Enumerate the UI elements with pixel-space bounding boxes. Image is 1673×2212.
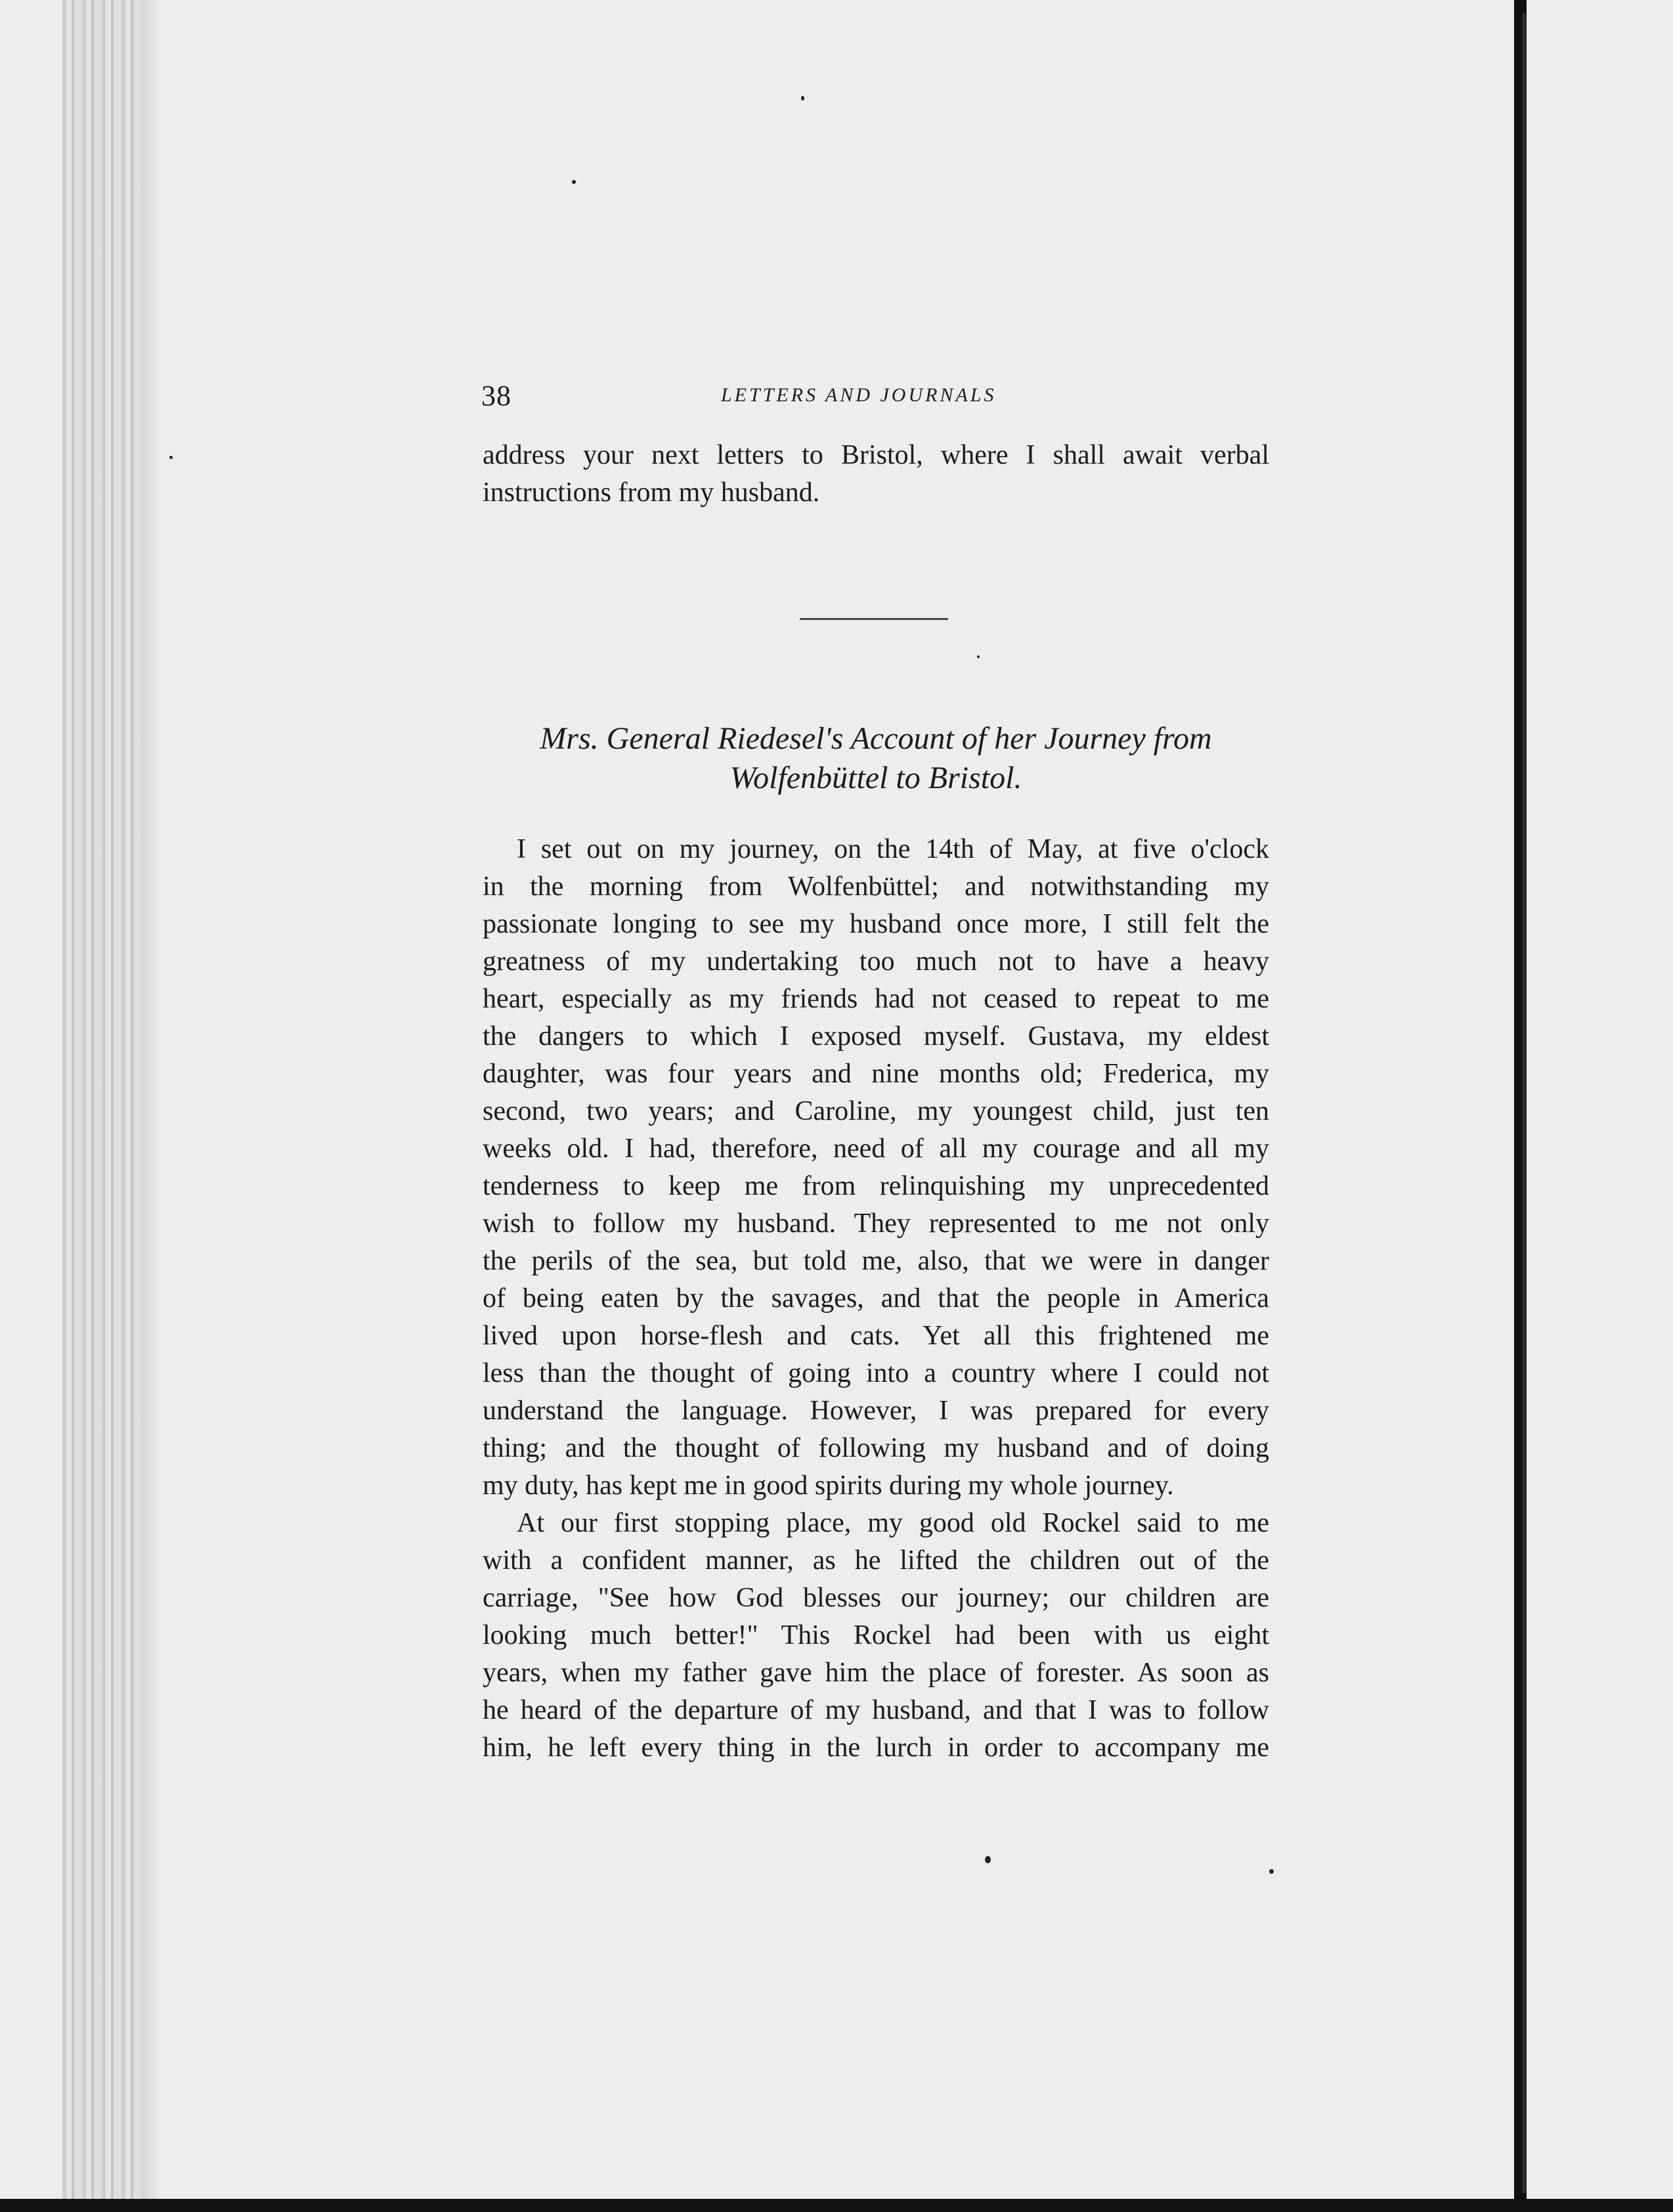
bottom-page-edge — [0, 2199, 1673, 2212]
text-line: passionate longing to see my husband once more, I still felt the — [483, 909, 1269, 939]
page-number: 38 — [481, 380, 511, 412]
text-line: the perils of the sea, but told me, also, that we were in danger — [483, 1246, 1269, 1276]
text-line: instructions from my husband. — [483, 477, 820, 508]
running-head: LETTERS AND JOURNALS — [721, 384, 997, 406]
body-text — [483, 831, 1269, 1767]
scan-speck — [985, 1856, 991, 1863]
section-title-line: Wolfenbüttel to Bristol. — [729, 761, 1022, 795]
scan-speck — [1269, 1869, 1274, 1874]
section-divider — [800, 618, 948, 620]
text-line: the dangers to which I exposed myself. Gustava, my eldest — [483, 1021, 1269, 1051]
section-title-line: Mrs. General Riedesel's Account of her Journey from — [540, 721, 1212, 756]
text-line: of being eaten by the savages, and that the people in America — [483, 1283, 1269, 1314]
text-line: tenderness to keep me from relinquishing my unprecedented — [483, 1171, 1269, 1201]
scan-speck — [572, 180, 576, 184]
text-line: heart, especially as my friends had not ceased to repeat to me — [483, 984, 1269, 1014]
text-line: he heard of the departure of my husband, and that I was to follow — [483, 1695, 1269, 1725]
binding-shadow — [141, 0, 161, 2212]
facing-page-strip — [1527, 0, 1673, 2212]
text-line: my duty, has kept me in good spirits during my whole journey. — [483, 1471, 1174, 1501]
right-edge-rule — [1522, 13, 1526, 2194]
text-line: greatness of my undertaking too much not to have a heavy — [483, 946, 1269, 977]
scan-speck — [169, 456, 173, 459]
text-line: thing; and the thought of following my husband and of doing — [483, 1433, 1269, 1463]
text-line: less than the thought of going into a country where I could not — [483, 1358, 1269, 1388]
text-line: lived upon horse-flesh and cats. Yet all this frightened me — [483, 1321, 1269, 1351]
scan-speck — [977, 655, 980, 658]
text-line: I set out on my journey, on the 14th of May, at five o'clock — [517, 834, 1269, 864]
text-line: wish to follow my husband. They represented to me not only — [483, 1208, 1269, 1239]
scan-speck — [801, 96, 804, 100]
text-line: understand the language. However, I was prepared for every — [483, 1396, 1269, 1426]
page-binding-edge — [62, 0, 144, 2212]
text-line: him, he left every thing in the lurch in order to accompany me — [483, 1733, 1269, 1763]
text-line: second, two years; and Caroline, my youngest child, just ten — [483, 1096, 1269, 1126]
text-line: daughter, was four years and nine months old; Frederica, my — [483, 1059, 1269, 1089]
text-line: weeks old. I had, therefore, need of all my courage and all my — [483, 1134, 1269, 1164]
continued-paragraph — [483, 437, 1269, 512]
section-title — [483, 719, 1269, 798]
text-line: At our first stopping place, my good old Rockel said to me — [517, 1508, 1269, 1538]
text-line: carriage, "See how God blesses our journey; our children are — [483, 1583, 1269, 1613]
text-line: address your next letters to Bristol, where I shall await verbal — [483, 440, 1269, 470]
text-line: looking much better!" This Rockel had been with us eight — [483, 1620, 1269, 1650]
text-line: in the morning from Wolfenbüttel; and notwithstanding my — [483, 872, 1269, 902]
text-line: years, when my father gave him the place of forester. As soon as — [483, 1658, 1269, 1688]
page-header — [481, 379, 1269, 418]
text-line: with a confident manner, as he lifted the children out of the — [483, 1545, 1269, 1576]
